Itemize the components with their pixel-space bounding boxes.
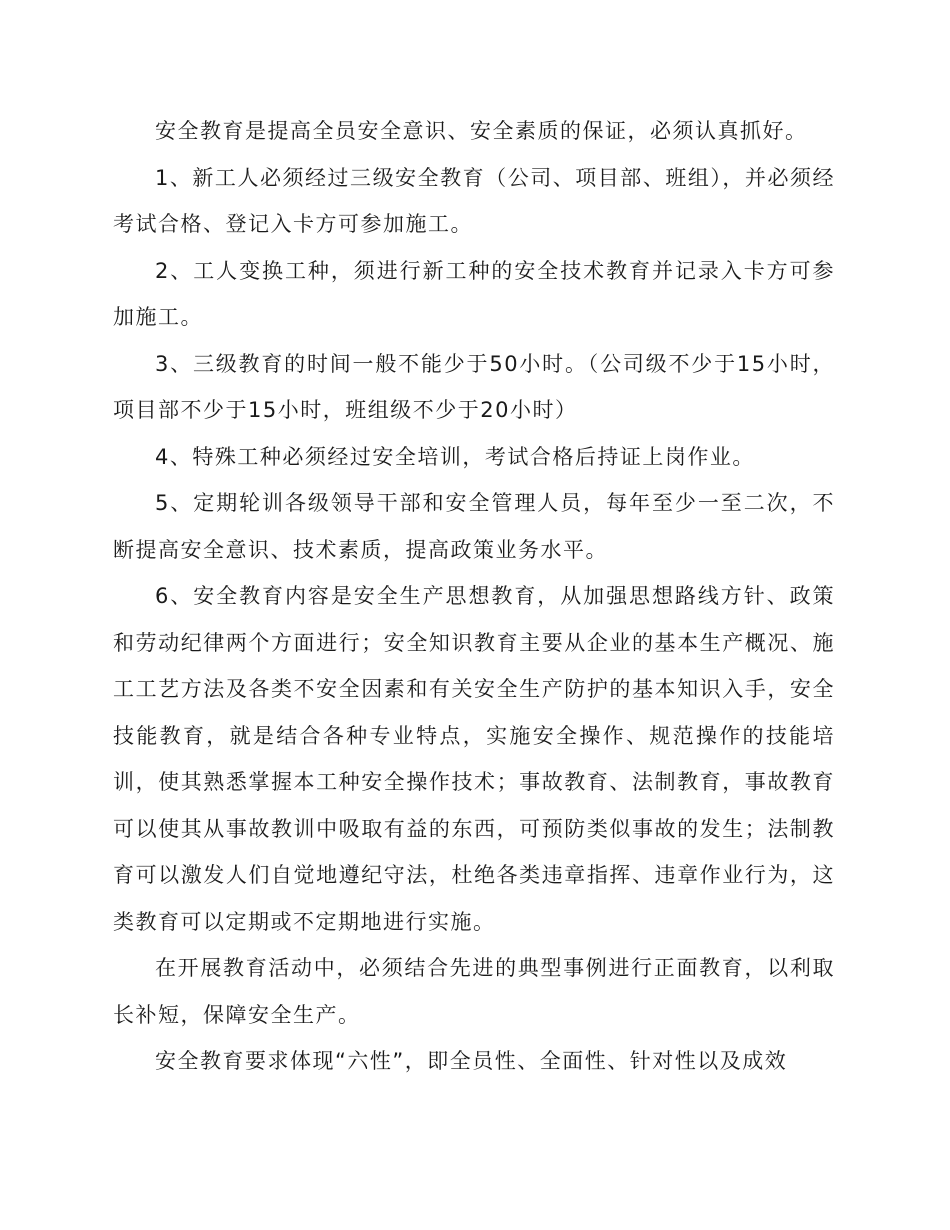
document-body (113, 108, 835, 1085)
paragraph-item-2: 2、工人变换工种，须进行新工种的安全技术教育并记录入卡方可参加施工。 (113, 258, 835, 329)
paragraph-item-4: 4、特殊工种必须经过安全培训，考试合格后持证上岗作业。 (155, 444, 755, 469)
paragraph-item-6: 6、安全教育内容是安全生产思想教育，从加强思想路线方针、政策和劳动纪律两个方面进行；安全知识教育主要从企业的基本生产概况、施工工艺方法及各类不安全因素和有关安全生产防护的基本知识入手，安全技能教育，就是结合各种专业特点，实施安全操作、规范操作的技能培训，使其熟悉掌握本工种安全操作技术；事故教育、法制教育，事故教育可以使其从事故教训中吸取有益的东西，可预防类似事故的发生；法制教育可以激发人们自觉地遵纪守法，杜绝各类违章指挥、违章作业行为，这类教育可以定期或不定期地进行实施。 (113, 584, 835, 934)
paragraph-activities: 在开展教育活动中，必须结合先进的典型事例进行正面教育，以利取长补短，保障安全生产。 (113, 956, 835, 1027)
paragraph-item-3: 3、三级教育的时间一般不能少于50小时。（公司级不少于15小时，项目部不少于15小时，班组级不少于20小时） (113, 351, 835, 422)
paragraph-intro: 安全教育是提高全员安全意识、安全素质的保证，必须认真抓好。 (155, 119, 808, 143)
paragraph-item-1: 1、新工人必须经过三级安全教育（公司、项目部、班组），并必须经考试合格、登记入卡方可参加施工。 (113, 165, 835, 236)
paragraph-item-5: 5、定期轮训各级领导干部和安全管理人员，每年至少一至二次，不断提高安全意识、技术素质，提高政策业务水平。 (113, 491, 835, 562)
paragraph-six-qualities: 安全教育要求体现“六性”，即全员性、全面性、针对性以及成效 (155, 1049, 788, 1073)
